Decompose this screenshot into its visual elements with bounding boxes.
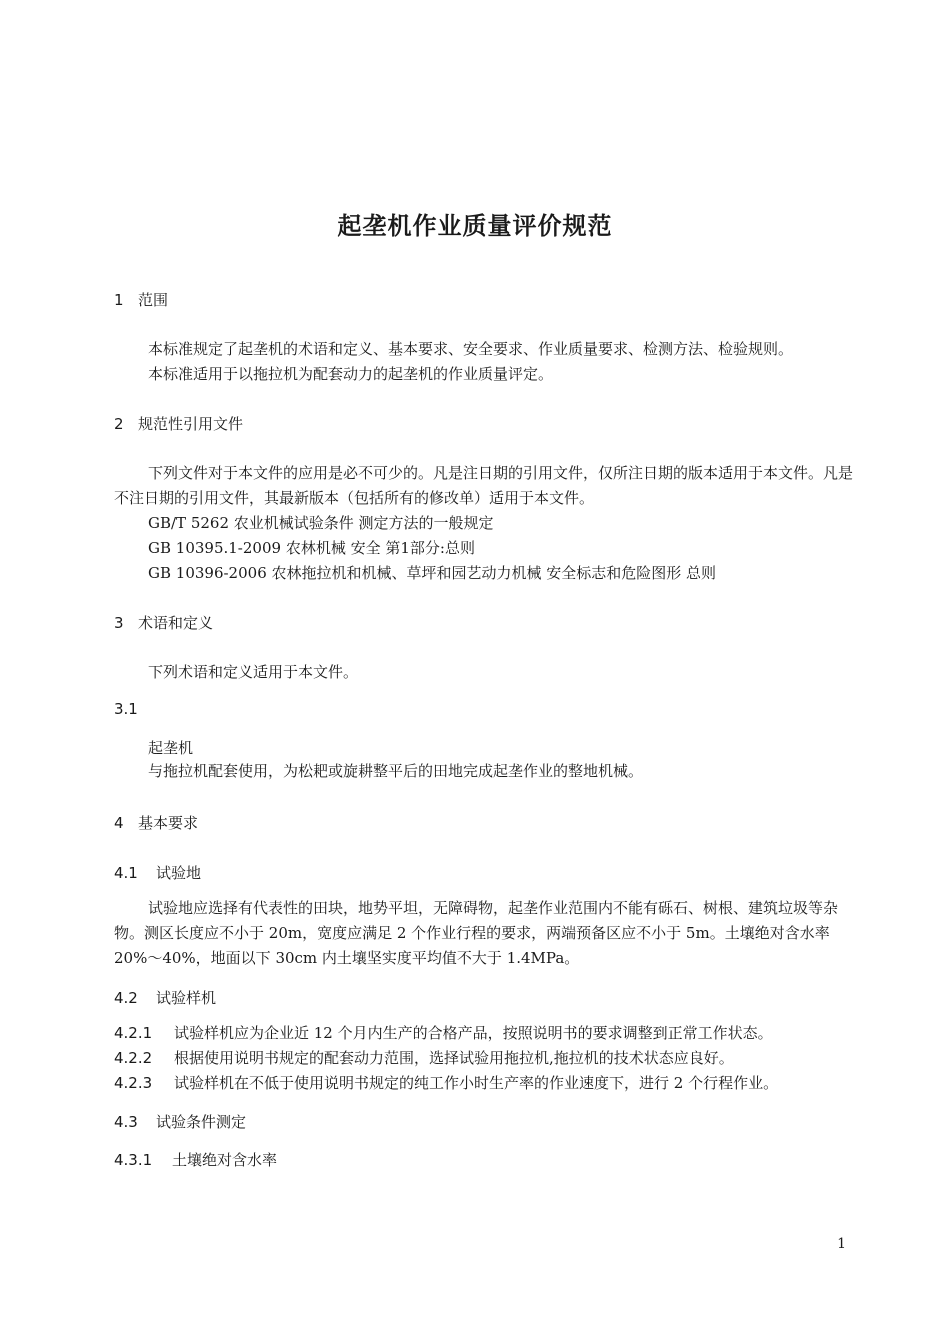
subsection-title: 试验地 — [156, 864, 202, 882]
subsection-4-2-heading — [114, 987, 216, 1008]
section-title: 规范性引用文件 — [138, 415, 244, 433]
reference-item: GB 10396-2006 农林拖拉机和机械、草坪和园艺动力机械 安全标志和危险图形 总则 — [148, 564, 717, 582]
section-title: 范围 — [138, 291, 169, 309]
paragraph: 本标准规定了起垄机的术语和定义、基本要求、安全要求、作业质量要求、检测方法、检验规则。 — [148, 340, 794, 358]
paragraph: 本标准适用于以拖拉机为配套动力的起垄机的作业质量评定。 — [148, 365, 554, 383]
reference-item: GB/T 5262 农业机械试验条件 测定方法的一般规定 — [148, 514, 494, 532]
subsection-4-1-body — [114, 896, 860, 971]
document-title: 起垄机作业质量评价规范 — [337, 212, 613, 240]
section-number: 3 — [114, 614, 124, 632]
term-name: 起垄机 — [148, 739, 194, 757]
subsection-number: 4.1 — [114, 864, 138, 882]
clause-4-2-3 — [114, 1072, 778, 1093]
section-4-heading — [114, 812, 198, 833]
subsection-number: 4.2 — [114, 989, 138, 1007]
clause-number: 4.2.3 — [114, 1074, 153, 1092]
clause-number: 4.2.1 — [114, 1024, 153, 1042]
clause-text: 试验样机应为企业近 12 个月内生产的合格产品，按照说明书的要求调整到正常工作状态。 — [174, 1024, 773, 1042]
section-2-body — [114, 461, 860, 586]
section-number: 1 — [114, 291, 124, 309]
paragraph: 试验地应选择有代表性的田块，地势平坦，无障碍物，起垄作业范围内不能有砾石、树根、建筑垃圾等杂物。测区长度应不小于 20m，宽度应满足 2 个作业行程的要求，两端预备区应不小于 5m。土壤绝对含水率 20%～40%，地面以下 30cm 内土壤坚实度平均值不大于 1.4MPa。 — [114, 899, 839, 967]
subsection-number: 4.3.1 — [114, 1151, 153, 1169]
paragraph: 下列术语和定义适用于本文件。 — [148, 663, 359, 681]
clause-text: 根据使用说明书规定的配套动力范围，选择试验用拖拉机,拖拉机的技术状态应良好。 — [174, 1049, 734, 1067]
section-title: 术语和定义 — [138, 614, 214, 632]
subsection-4-1-heading — [114, 862, 201, 883]
term-definition — [148, 759, 860, 784]
subsection-4-3-heading — [114, 1111, 246, 1132]
section-1-body — [114, 337, 860, 387]
subsection-4-3-1-heading — [114, 1149, 277, 1170]
section-number: 4 — [114, 814, 124, 832]
term-number: 3.1 — [114, 700, 138, 718]
reference-item: GB 10395.1-2009 农林机械 安全 第1部分:总则 — [148, 539, 475, 557]
clause-number: 4.2.2 — [114, 1049, 153, 1067]
subsection-title: 土壤绝对含水率 — [172, 1151, 278, 1169]
section-3-body — [114, 660, 860, 685]
clause-4-2-2 — [114, 1047, 734, 1068]
paragraph: 与拖拉机配套使用，为松耙或旋耕整平后的田地完成起垄作业的整地机械。 — [148, 762, 644, 780]
subsection-title: 试验样机 — [156, 989, 217, 1007]
clause-text: 试验样机在不低于使用说明书规定的纯工作小时生产率的作业速度下，进行 2 个行程作业。 — [174, 1074, 779, 1092]
section-title: 基本要求 — [138, 814, 199, 832]
page-number: 1 — [837, 1236, 846, 1252]
paragraph: 下列文件对于本文件的应用是必不可少的。凡是注日期的引用文件，仅所注日期的版本适用于本文件。凡是不注日期的引用文件，其最新版本（包括所有的修改单）适用于本文件。 — [114, 464, 854, 507]
clause-4-2-1 — [114, 1022, 773, 1043]
section-number: 2 — [114, 415, 124, 433]
section-2-heading — [114, 413, 243, 434]
subsection-number: 4.3 — [114, 1113, 138, 1131]
subsection-title: 试验条件测定 — [156, 1113, 247, 1131]
section-3-heading — [114, 612, 213, 633]
section-1-heading — [114, 289, 168, 310]
